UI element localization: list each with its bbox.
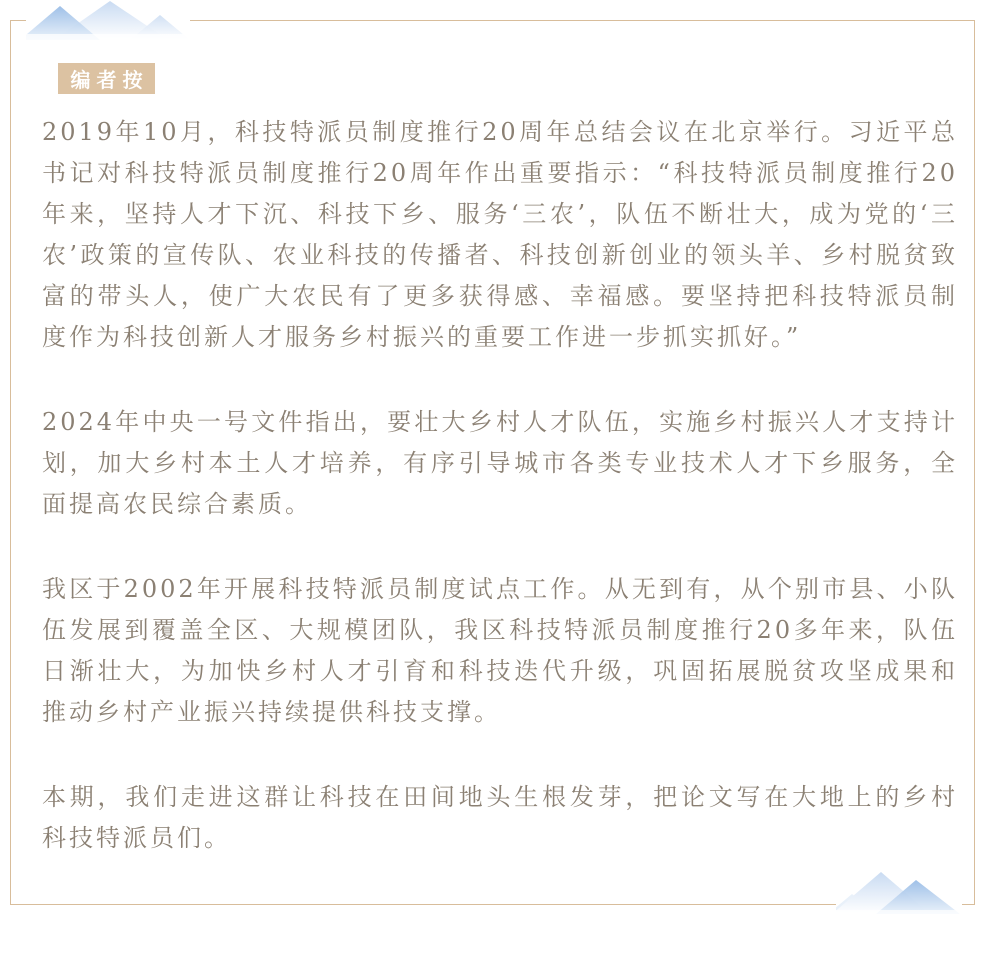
mountains-bottom-right-icon [836, 868, 962, 918]
paragraph: 2024年中央一号文件指出，要壮大乡村人才队伍，实施乡村振兴人才支持计划，加大乡村本土人才培养，有序引导城市各类专业技术人才下乡服务，全面提高农民综合素质。 [42, 408, 958, 518]
paragraph: 本期，我们走进这群让科技在田间地头生根发芽，把论文写在大地上的乡村科技特派员们。 [42, 783, 958, 852]
paragraph: 我区于2002年开展科技特派员制度试点工作。从无到有，从个别市县、小队伍发展到覆盖全区、大规模团队，我区科技特派员制度推行20多年来，队伍日渐壮大，为加快乡村人才引育和科技迭代升级，巩固拓展脱贫攻坚成果和推动乡村产业振兴持续提供科技支撑。 [42, 575, 958, 726]
mountain-svg [26, 0, 190, 42]
mountain-svg [836, 868, 962, 918]
editor-note-badge [58, 63, 155, 94]
article-body [42, 112, 958, 859]
paragraph: 2019年10月，科技特派员制度推行20周年总结会议在北京举行。习近平总书记对科技特派员制度推行20周年作出重要指示：“科技特派员制度推行20年来，坚持人才下沉、科技下乡、服务‘三农’，队伍不断壮大，成为党的‘三农’政策的宣传队、农业科技的传播者、科技创新创业的领头羊、乡村脱贫致富的带头人，使广大农民有了更多获得感、幸福感。要坚持把科技特派员制度作为科技创新人才服务乡村振兴的重要工作进一步抓实抓好。” [42, 118, 958, 351]
mountains-top-left-icon [26, 0, 190, 42]
editor-note-badge-label: 编者按 [70, 68, 149, 92]
